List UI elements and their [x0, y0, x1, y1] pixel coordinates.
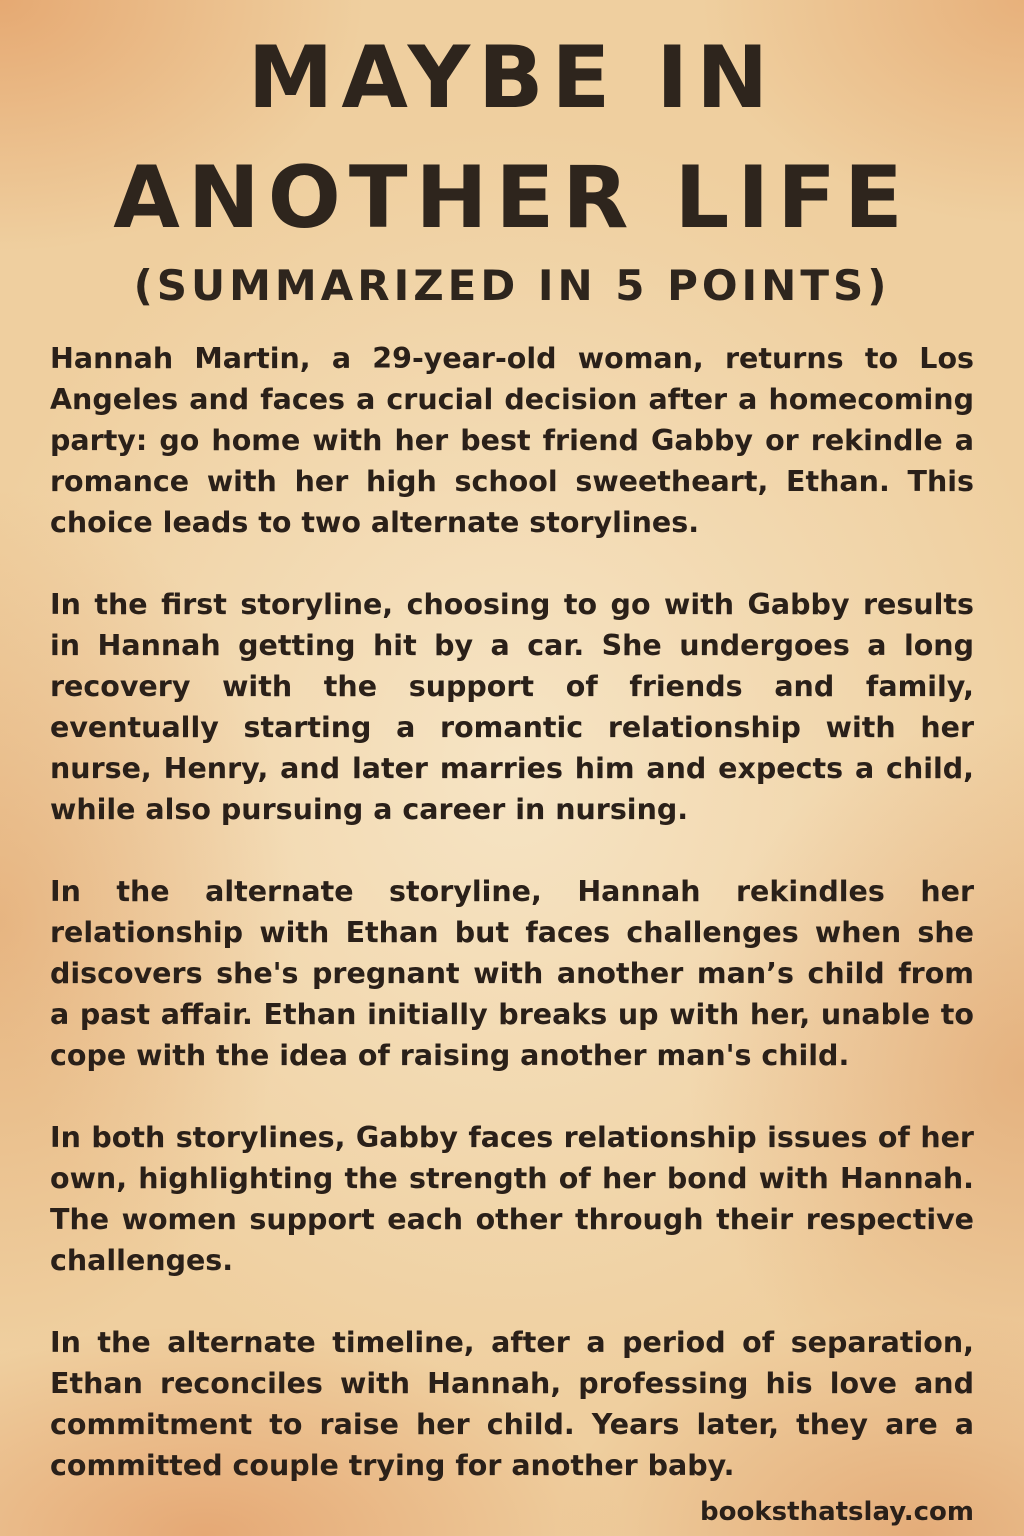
title-line-2: ANOTHER LIFE: [113, 148, 911, 248]
summary-point-3: In the alternate storyline, Hannah rekindles her relationship with Ethan but faces challenges when she discovers she's pregnant with another man’s child from a past affair. Ethan initially breaks up with her, unable to cope with the idea of raising another man's child.: [50, 875, 974, 1072]
website-credit: booksthatslay.com: [700, 1497, 974, 1527]
subtitle: (SUMMARIZED IN 5 POINTS): [133, 261, 891, 310]
summary-point-2: In the first storyline, choosing to go with Gabby results in Hannah getting hit by a car. She undergoes a long recovery with the support of friends and family, eventually starting a romantic relationship with her nurse, Henry, and later marries him and expects a child, while also pursuing a career in nursing.: [50, 588, 974, 826]
summary-points: [50, 338, 974, 1527]
title-line-1: MAYBE IN: [247, 28, 777, 128]
summary-point-4: In both storylines, Gabby faces relationship issues of her own, highlighting the strength of her bond with Hannah. The women support each other through their respective challenges.: [50, 1121, 974, 1277]
summary-point-1: Hannah Martin, a 29-year-old woman, returns to Los Angeles and faces a crucial decision after a homecoming party: go home with her best friend Gabby or rekindle a romance with her high school sweetheart, Ethan. This choice leads to two alternate storylines.: [50, 342, 974, 539]
summary-point-5: In the alternate timeline, after a period of separation, Ethan reconciles with Hannah, professing his love and commitment to raise her child. Years later, they are a committed couple trying for another baby.: [50, 1326, 974, 1482]
